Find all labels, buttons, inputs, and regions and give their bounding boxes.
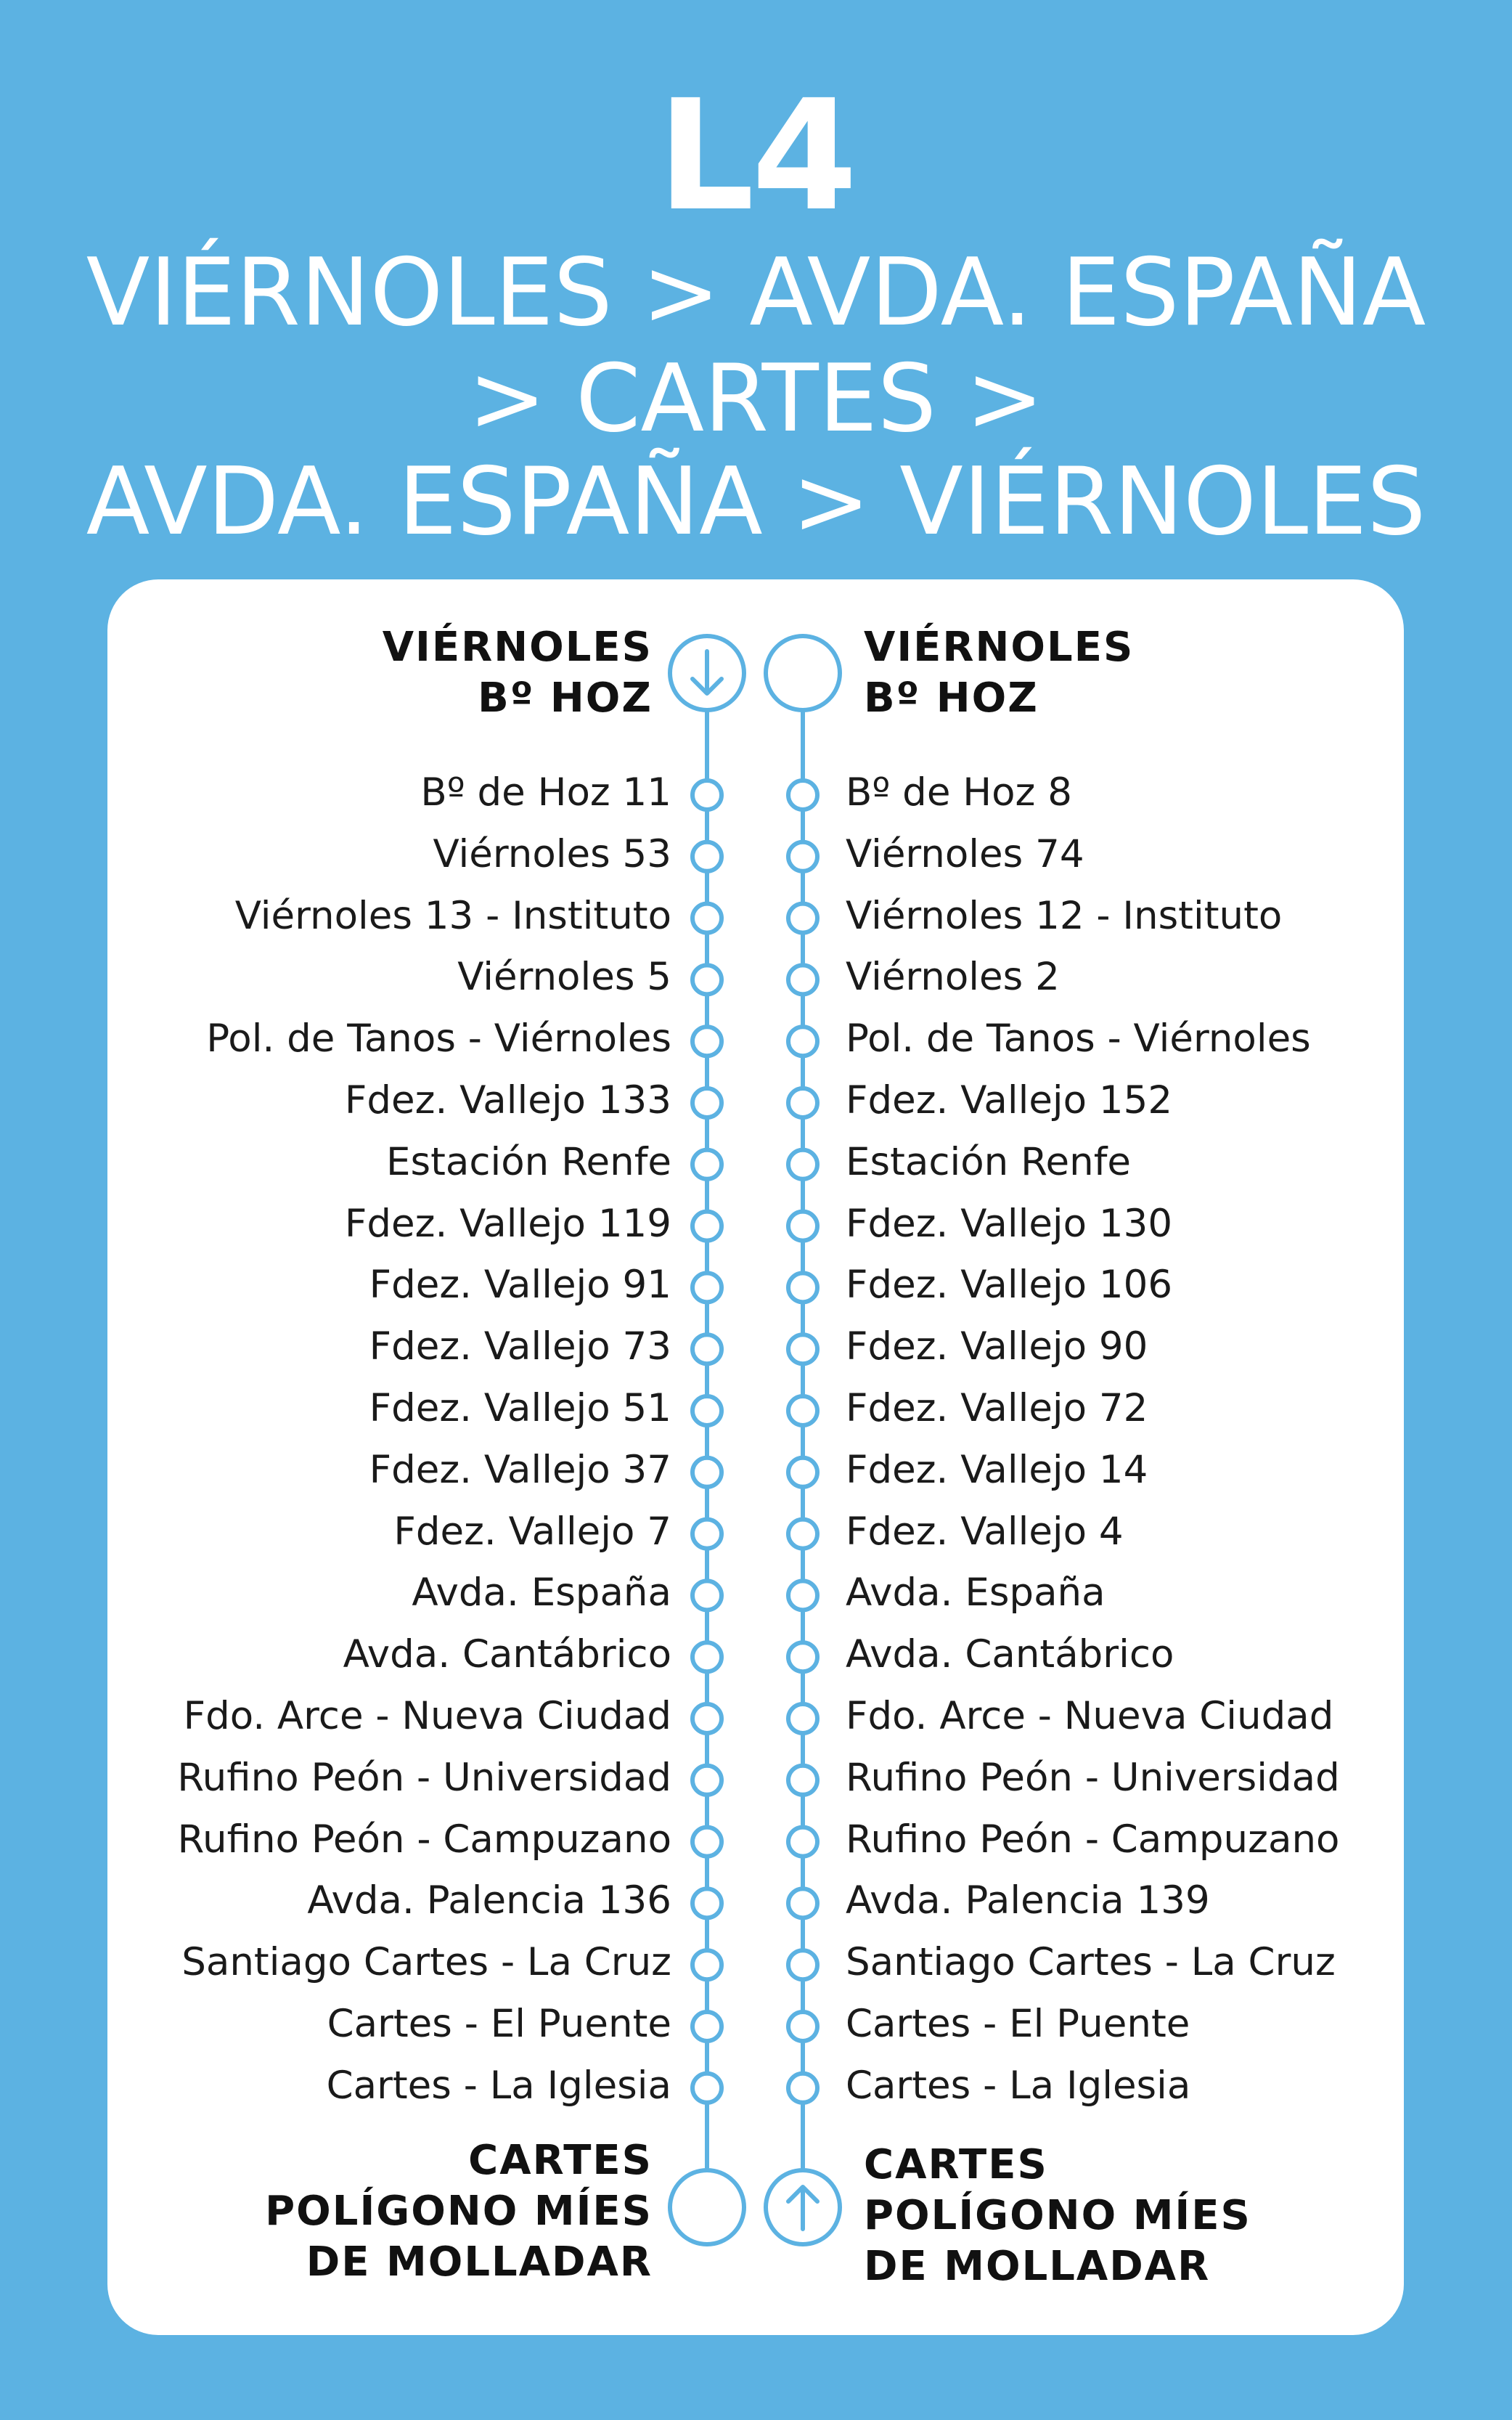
left-stop-marker-1 — [692, 781, 722, 810]
right-stop-marker-6 — [788, 1088, 817, 1117]
right-stop-15: Avda. Cantábrico — [846, 1632, 1174, 1677]
route-title-line-2: > CARTES > — [468, 345, 1044, 453]
line-code: L4 — [657, 67, 855, 245]
right-stop-marker-3 — [788, 904, 817, 933]
left-stop-marker-10 — [692, 1335, 722, 1364]
left-stop-1: Bº de Hoz 11 — [420, 770, 671, 815]
right-stop-11: Fdez. Vallejo 72 — [846, 1386, 1148, 1430]
left-stop-22: Cartes - La Iglesia — [326, 2063, 671, 2108]
left-stop-marker-22 — [692, 2074, 722, 2103]
right-terminal-start: VIÉRNOLES Bº HOZ — [864, 624, 1135, 722]
left-stop-marker-18 — [692, 1828, 722, 1857]
left-stop-3: Viérnoles 13 - Instituto — [234, 893, 671, 938]
left-stop-marker-7 — [692, 1150, 722, 1179]
right-stop-marker-21 — [788, 2012, 817, 2041]
right-stop-marker-8 — [788, 1212, 817, 1241]
right-stop-marker-19 — [788, 1889, 817, 1918]
right-stop-20: Santiago Cartes - La Cruz — [846, 1940, 1336, 1985]
right-stop-13: Fdez. Vallejo 4 — [846, 1509, 1124, 1554]
right-stop-marker-15 — [788, 1642, 817, 1671]
left-stop-14: Avda. España — [412, 1570, 671, 1616]
left-stop-21: Cartes - El Puente — [327, 2002, 671, 2046]
left-end-terminal-circle — [670, 2170, 744, 2244]
left-stop-5: Pol. de Tanos - Viérnoles — [206, 1017, 671, 1062]
left-stop-marker-5 — [692, 1027, 722, 1056]
right-stop-marker-2 — [788, 842, 817, 871]
right-stop-marker-10 — [788, 1335, 817, 1364]
left-stop-marker-12 — [692, 1458, 722, 1487]
left-stop-marker-17 — [692, 1766, 722, 1795]
left-stop-marker-20 — [692, 1950, 722, 1979]
left-stop-15: Avda. Cantábrico — [343, 1632, 671, 1677]
right-stop-marker-11 — [788, 1396, 817, 1425]
right-stop-marker-4 — [788, 965, 817, 994]
right-stop-21: Cartes - El Puente — [846, 2002, 1190, 2046]
left-stop-marker-9 — [692, 1273, 722, 1302]
left-stop-19: Avda. Palencia 136 — [307, 1878, 671, 1923]
left-stop-16: Fdo. Arce - Nueva Ciudad — [183, 1694, 671, 1738]
right-stop-marker-1 — [788, 781, 817, 810]
right-stop-marker-12 — [788, 1458, 817, 1487]
left-stop-marker-21 — [692, 2012, 722, 2041]
right-stop-marker-18 — [788, 1828, 817, 1857]
left-stop-2: Viérnoles 53 — [433, 831, 671, 876]
right-stop-7: Estación Renfe — [846, 1139, 1131, 1184]
left-stop-20: Santiago Cartes - La Cruz — [181, 1940, 671, 1985]
left-stop-marker-11 — [692, 1396, 722, 1425]
left-stop-7: Estación Renfe — [386, 1139, 671, 1184]
left-stop-11: Fdez. Vallejo 51 — [369, 1386, 671, 1430]
route-title-line-1: VIÉRNOLES > AVDA. ESPAÑA — [86, 239, 1426, 347]
left-stop-marker-16 — [692, 1704, 722, 1733]
right-stop-marker-7 — [788, 1150, 817, 1179]
left-stop-6: Fdez. Vallejo 133 — [344, 1078, 671, 1123]
right-stop-16: Fdo. Arce - Nueva Ciudad — [846, 1694, 1334, 1738]
left-stop-marker-4 — [692, 965, 722, 994]
left-stop-13: Fdez. Vallejo 7 — [393, 1509, 671, 1554]
right-stop-marker-17 — [788, 1766, 817, 1795]
right-stop-marker-9 — [788, 1273, 817, 1302]
left-stop-marker-15 — [692, 1642, 722, 1671]
right-stop-marker-13 — [788, 1520, 817, 1549]
right-stop-18: Rufino Peón - Campuzano — [846, 1817, 1340, 1862]
left-stop-8: Fdez. Vallejo 119 — [344, 1201, 671, 1246]
left-stop-marker-6 — [692, 1088, 722, 1117]
left-stop-marker-13 — [692, 1520, 722, 1549]
right-stop-marker-5 — [788, 1027, 817, 1056]
route-title-line-3: AVDA. ESPAÑA > VIÉRNOLES — [86, 448, 1426, 556]
right-stop-marker-14 — [788, 1581, 817, 1610]
right-terminal-end: CARTES POLÍGONO MÍES DE MOLLADAR — [864, 2141, 1251, 2290]
left-stop-4: Viérnoles 5 — [457, 955, 671, 1000]
right-stop-14: Avda. España — [846, 1570, 1106, 1616]
right-stop-19: Avda. Palencia 139 — [846, 1878, 1210, 1923]
right-stop-3: Viérnoles 12 - Instituto — [846, 893, 1283, 938]
left-stop-10: Fdez. Vallejo 73 — [369, 1324, 671, 1369]
left-stop-18: Rufino Peón - Campuzano — [177, 1817, 671, 1862]
right-stop-marker-16 — [788, 1704, 817, 1733]
right-stop-9: Fdez. Vallejo 106 — [846, 1263, 1173, 1308]
left-stop-17: Rufino Peón - Universidad — [177, 1755, 671, 1800]
right-stop-5: Pol. de Tanos - Viérnoles — [846, 1017, 1311, 1062]
left-terminal-end: CARTES POLÍGONO MÍES DE MOLLADAR — [265, 2137, 653, 2286]
right-stop-12: Fdez. Vallejo 14 — [846, 1447, 1148, 1492]
left-stop-marker-3 — [692, 904, 722, 933]
right-stop-22: Cartes - La Iglesia — [846, 2063, 1191, 2108]
left-terminal-start: VIÉRNOLES Bº HOZ — [382, 624, 653, 722]
right-stop-17: Rufino Peón - Universidad — [846, 1755, 1340, 1800]
left-stop-9: Fdez. Vallejo 91 — [369, 1263, 671, 1308]
right-start-terminal-circle — [766, 636, 840, 710]
right-stop-8: Fdez. Vallejo 130 — [846, 1201, 1173, 1246]
right-stop-6: Fdez. Vallejo 152 — [846, 1078, 1173, 1123]
right-stop-4: Viérnoles 2 — [846, 955, 1060, 1000]
left-stop-12: Fdez. Vallejo 37 — [369, 1447, 671, 1492]
left-stop-marker-14 — [692, 1581, 722, 1610]
right-stop-marker-22 — [788, 2074, 817, 2103]
left-stop-marker-19 — [692, 1889, 722, 1918]
right-stop-2: Viérnoles 74 — [846, 831, 1084, 876]
right-stop-marker-20 — [788, 1950, 817, 1979]
right-stop-1: Bº de Hoz 8 — [846, 770, 1072, 815]
right-stop-10: Fdez. Vallejo 90 — [846, 1324, 1148, 1369]
left-stop-marker-2 — [692, 842, 722, 871]
left-stop-marker-8 — [692, 1212, 722, 1241]
